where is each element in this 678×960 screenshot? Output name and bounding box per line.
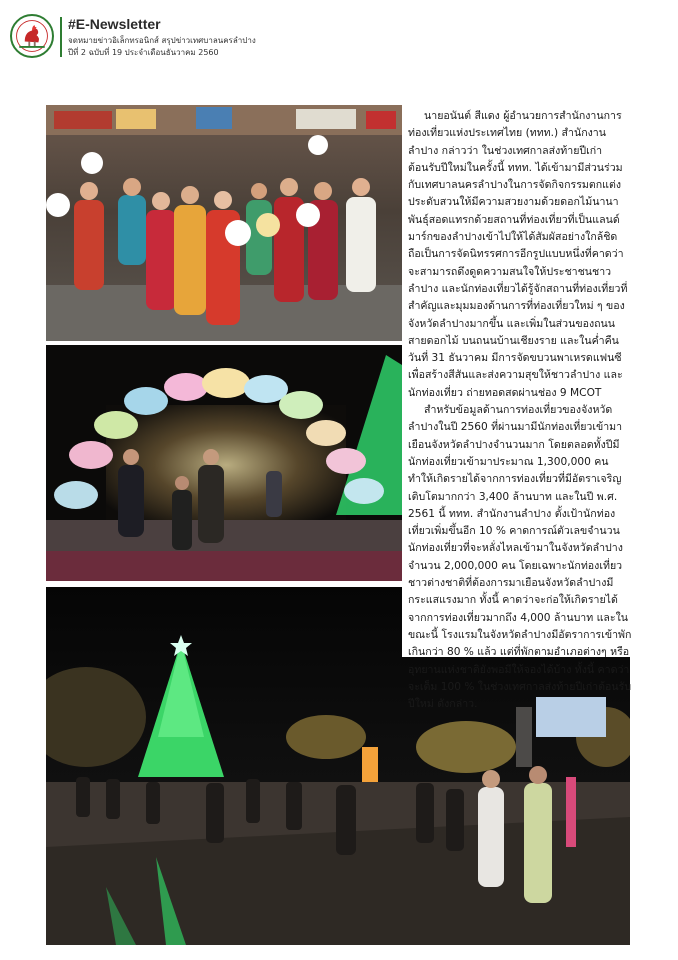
article-paragraph-2: สำหรับข้อมูลด้านการท่องเที่ยวของจังหวัดลำปางในปี 2560 ที่ผ่านมามีนักท่องเที่ยวเข้ามาเยือนจังหวัดลำปางจำนวนมาก โดยตลอดทั้งปีมีนักท่องเที่ยวเข้ามาประมาณ 1,300,000 คน ทำให้เกิดรายได้จากการท่องเที่ยวที่มีอัตราเจริญเติบโตมากกว่า 3,400 ล้านบาท และในปี พ.ศ. 2561 นี้ ททท. สำนักงานลำปาง ตั้งเป้านักท่องเที่ยวเพิ่มขึ้นอีก 10 % คาดการณ์ตัวเลขจำนวนนักท่องเที่ยวที่จะหลั่งไหลเข้ามาในจังหวัดลำปางจำนวน 2,000,000 คน โดยเฉพาะนักท่องเที่ยวชาวต่างชาติที่ต้องการมาเยือนจังหวัดลำปางมีกระแสแรงมาก ทั้งนี้ คาดว่าจะก่อให้เกิดรายได้จากการท่องเที่ยวมากถึง 4,000 ล้านบาท และในขณะนี้ โรงแรมในจังหวัดลำปางมีอัตราการเข้าพักเกินกว่า 80 % แล้ว แต่ที่พักตามอำเภอต่างๆ หรืออุทยานแห่งชาติยังพอมีให้จองได้บ้าง ทั้งนี้ คาดว่า จะเต็ม 100 % ในช่วงเทศกาลส่งท้ายปีเก่าต้อนรับปีใหม่ ดังกล่าว. — [408, 404, 632, 711]
newsletter-subtitle: จดหมายข่าวอิเล็กทรอนิกส์ สรุปข่าวเทศบาลนครลำปาง — [68, 36, 256, 45]
parade-photo — [46, 105, 402, 341]
umbrella-arch-photo — [46, 345, 402, 581]
newsletter-issue: ปีที่ 2 ฉบับที่ 19 ประจำเดือนธันวาคม 2560 — [68, 48, 219, 57]
article-body — [408, 108, 632, 713]
article-paragraph-1: นายอนันต์ สีแดง ผู้อำนวยการสำนักงานการท่องเที่ยวแห่งประเทศไทย (ททท.) สำนักงานลำปาง กล่าวว่า ในช่วงเทศกาลส่งท้ายปีเก่าต้อนรับปีใหม่ในครั้งนี้ ททท. ได้เข้ามามีส่วนร่วมกับเทศบาลนครลำปางในการจัดกิจกรรมตกแต่งประดับสวนให้มีความสวยงามด้วยดอกไม้นานาพันธุ์สอดแทรกด้วยสถานที่ท่องเที่ยวที่เป็นแลนด์มาร์กของลำปางเข้าไปให้ได้สัมผัสอย่างใกล้ชิด ถือเป็นการจัดนิทรรศการอีกรูปแบบหนึ่งที่คาดว่าจะสามารถดึงดูดความสนใจให้ประชาชนชาวลำปาง และนักท่องเที่ยวได้รู้จักสถานที่ท่องเที่ยวที่สำคัญและมุมมองด้านการที่ท่องเที่ยวใหม่ ๆ ของจังหวัดลำปางมากขึ้น และเพิ่มในส่วนของถนนสายดอกไม้ บนถนนบ้านเชียงราย และในค่ำคืนวันที่ 31 ธันวาคม มีการจัดขบวนพาเหรดแฟนซี เพื่อสร้างสีสันและส่งความสุขให้ชาวลำปาง และนักท่องเที่ยว ถ่ายทอดสดผ่านช่อง 9 MCOT — [408, 110, 628, 399]
header-divider — [60, 17, 62, 57]
rooster-seal-icon — [10, 14, 54, 58]
newsletter-header — [0, 0, 678, 70]
newsletter-title: #E-Newsletter — [68, 16, 161, 32]
